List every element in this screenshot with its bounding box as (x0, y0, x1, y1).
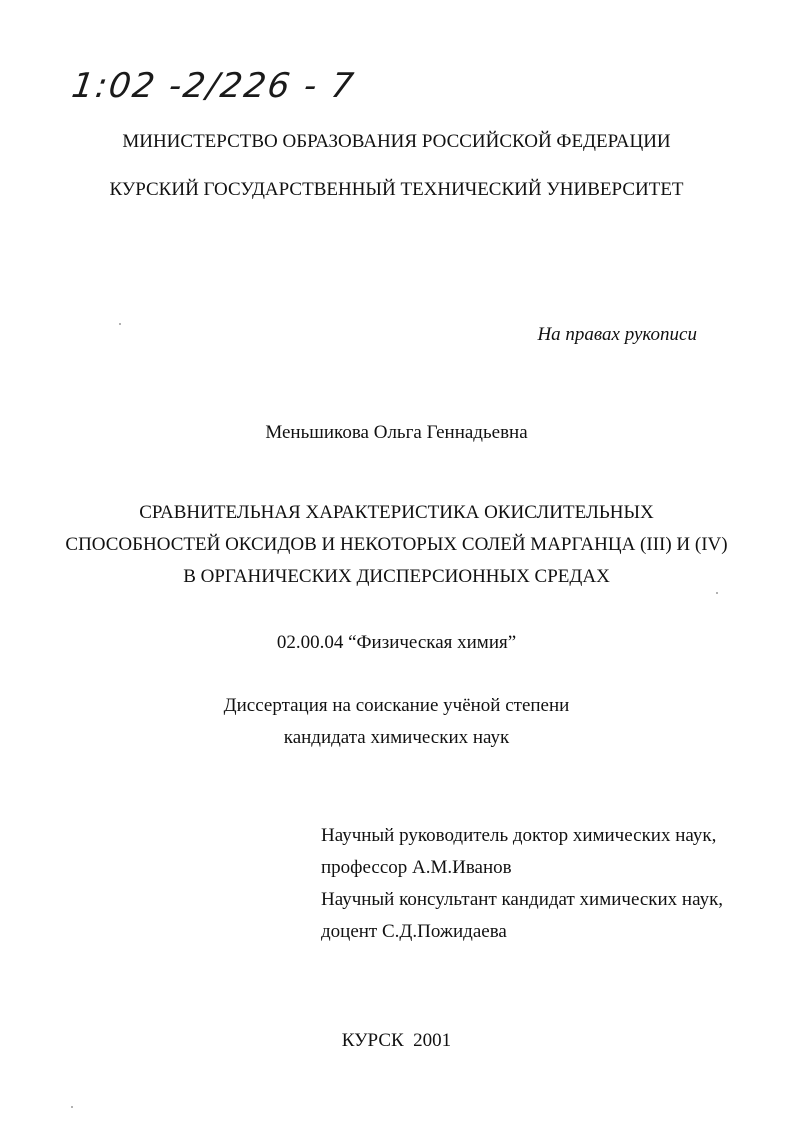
manuscript-note: На правах рукописи (537, 324, 697, 345)
dissertation-title-line-3: В ОРГАНИЧЕСКИХ ДИСПЕРСИОННЫХ СРЕДАХ (183, 566, 610, 587)
archive-number-handwritten: 1:02 -2/226 - 7 (69, 66, 358, 106)
degree-line-1: Диссертация на соискание учёной степени (223, 695, 570, 716)
university-heading: КУРСКИЙ ГОСУДАРСТВЕННЫЙ ТЕХНИЧЕСКИЙ УНИВЕРСИТЕТ (109, 179, 684, 200)
dissertation-title-line-2: СПОСОБНОСТЕЙ ОКСИДОВ И НЕКОТОРЫХ СОЛЕЙ МАРГАНЦА (III) И (IV) (65, 534, 728, 555)
scan-speck (71, 1106, 73, 1108)
advisor-line-1: Научный руководитель доктор химических наук, (321, 825, 717, 846)
ministry-heading: МИНИСТЕРСТВО ОБРАЗОВАНИЯ РОССИЙСКОЙ ФЕДЕРАЦИИ (122, 131, 671, 152)
degree-line-2: кандидата химических наук (283, 727, 510, 748)
advisor-line-2: профессор А.М.Иванов (321, 857, 512, 878)
dissertation-title-line-1: СРАВНИТЕЛЬНАЯ ХАРАКТЕРИСТИКА ОКИСЛИТЕЛЬНЫХ (139, 502, 654, 523)
specialty-code: 02.00.04 “Физическая химия” (276, 632, 517, 653)
advisor-line-3: Научный консультант кандидат химических наук, (321, 889, 724, 910)
city-year-footer: КУРСК 2001 (341, 1030, 452, 1051)
scan-speck (119, 323, 121, 325)
scan-speck (716, 592, 718, 594)
author-name: Меньшикова Ольга Геннадьевна (265, 422, 528, 443)
advisor-line-4: доцент С.Д.Пожидаева (321, 921, 507, 942)
